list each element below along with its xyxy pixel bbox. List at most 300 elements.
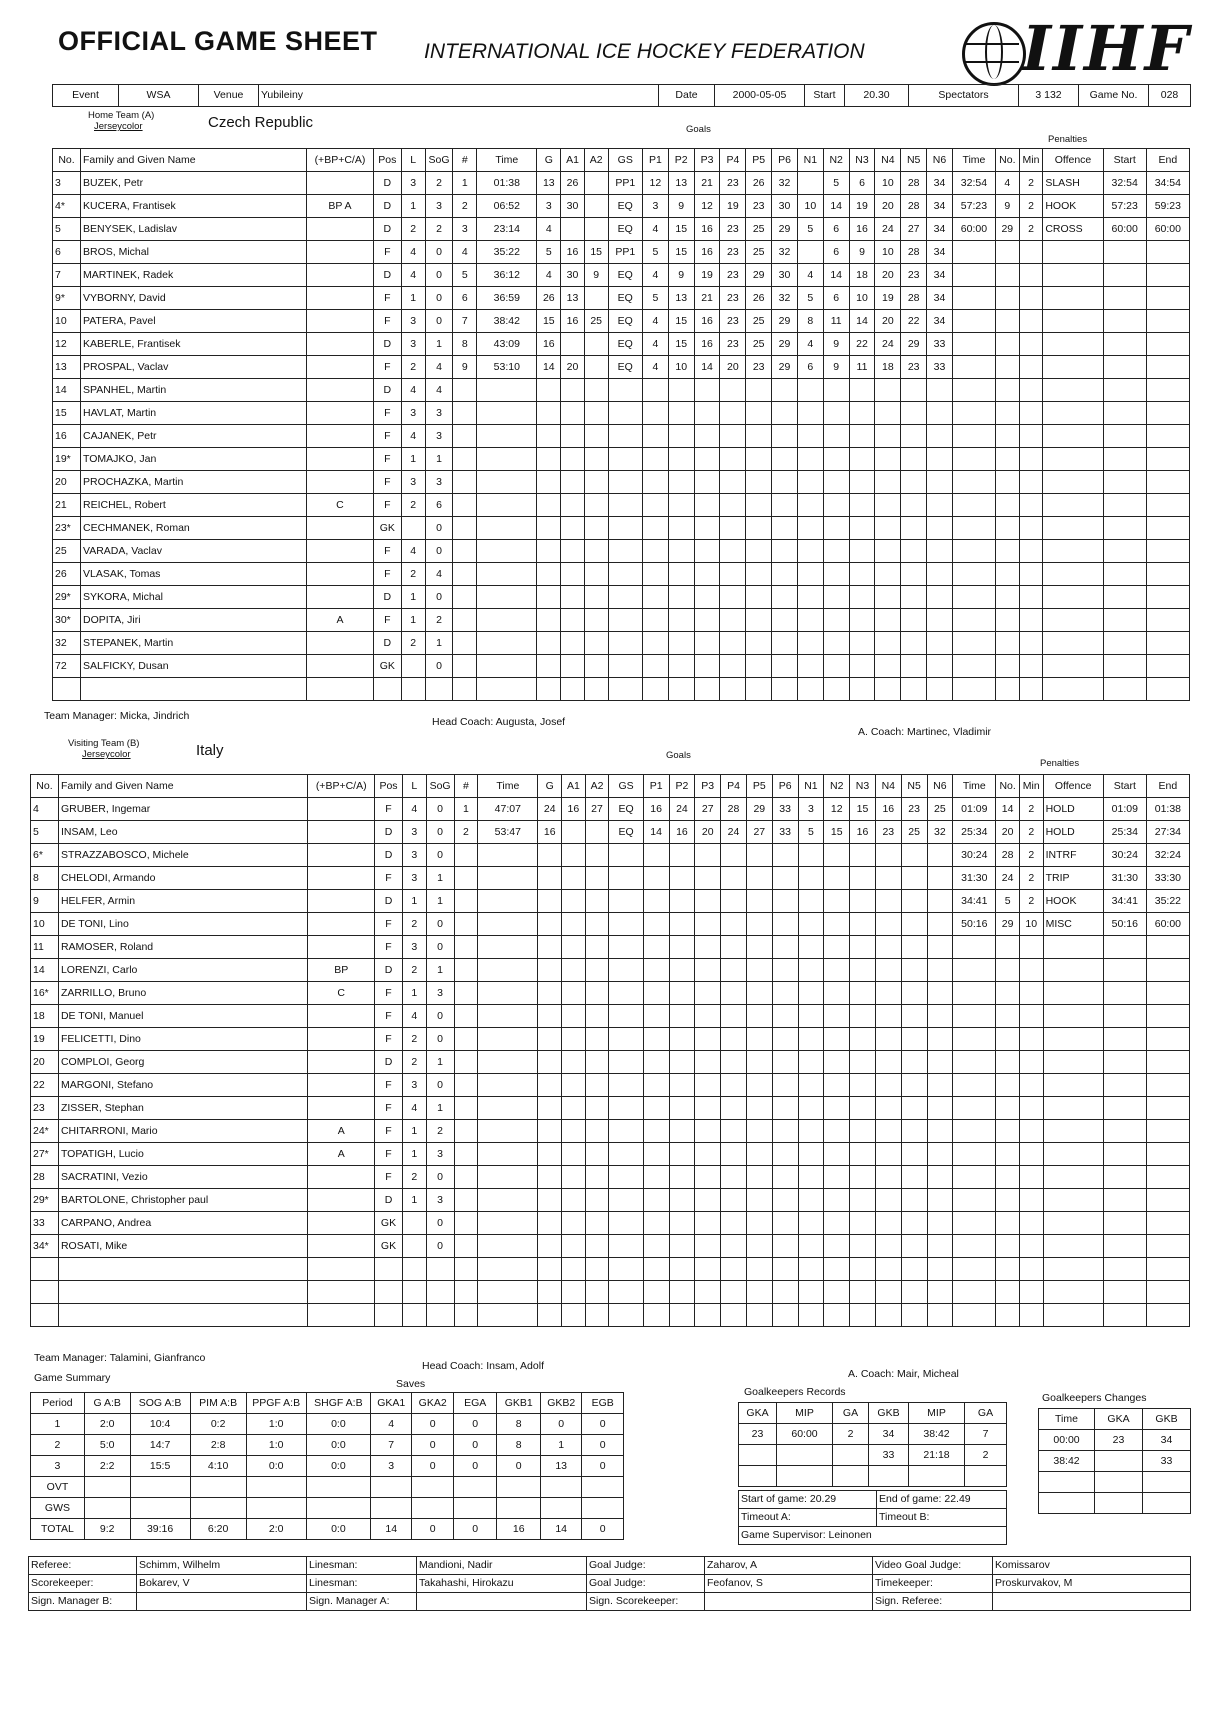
federation-name: INTERNATIONAL ICE HOCKEY FEDERATION (424, 40, 865, 63)
goal-plus-player (772, 609, 798, 632)
referee-name: Schimm, Wilhelm (137, 1557, 307, 1575)
sign-referee-field[interactable] (993, 1593, 1191, 1611)
player-line: 3 (401, 471, 425, 494)
goal-plus-player (772, 1028, 798, 1051)
goal-plus-player: 10 (668, 356, 694, 379)
goal-minus-player (927, 1074, 953, 1097)
goal-gs (609, 913, 643, 936)
penalty-end (1146, 1235, 1189, 1258)
goal-plus-player (746, 425, 772, 448)
player-line: 4 (402, 1005, 426, 1028)
goal-minus-player (927, 563, 953, 586)
goal-minus-player (927, 1189, 953, 1212)
col-pos: Pos (373, 149, 401, 172)
goal-g (538, 1281, 562, 1304)
player-position: D (375, 890, 403, 913)
summary-cell (497, 1477, 541, 1498)
penalty-start: 60:00 (1103, 218, 1146, 241)
gk-change-cell (1095, 1451, 1143, 1472)
col-sog: SoG (426, 775, 454, 798)
player-sog: 2 (425, 218, 453, 241)
goal-a2 (584, 287, 608, 310)
gk-change-cell (1039, 1493, 1095, 1514)
gk-record-header: MIP (777, 1403, 833, 1424)
penalty-end: 34:54 (1146, 172, 1189, 195)
goal-n (454, 1120, 478, 1143)
goal-g (538, 1097, 562, 1120)
goal-g (538, 982, 562, 1005)
goal-a2 (585, 867, 609, 890)
player-role (307, 379, 374, 402)
summary-cell: 9:2 (84, 1519, 130, 1540)
player-name: REICHEL, Robert (80, 494, 306, 517)
goal-a2 (585, 1120, 609, 1143)
summary-cell (190, 1477, 246, 1498)
player-line: 2 (401, 494, 425, 517)
goal-a1: 16 (561, 241, 585, 264)
goal-plus-player: 16 (694, 310, 720, 333)
goal-time: 36:59 (477, 287, 537, 310)
goal-minus-player (824, 1051, 850, 1074)
penalty-start: 50:16 (1103, 913, 1146, 936)
goal-plus-player (772, 1281, 798, 1304)
gk-change-cell (1143, 1493, 1191, 1514)
summary-cell (582, 1477, 624, 1498)
penalty-min (1019, 1074, 1043, 1097)
player-role (307, 356, 374, 379)
goal-gs (609, 867, 643, 890)
goal-minus-player (798, 936, 824, 959)
goal-g (538, 1212, 562, 1235)
summary-cell: 1 (540, 1435, 581, 1456)
penalty-no (996, 1235, 1020, 1258)
goal-n (454, 1189, 478, 1212)
goal-plus-player (695, 867, 721, 890)
player-position (373, 678, 401, 701)
goal-plus-player (746, 982, 772, 1005)
player-line: 1 (401, 586, 425, 609)
goal-time (478, 890, 538, 913)
gk-change-cell (1095, 1493, 1143, 1514)
player-name: BARTOLONE, Christopher paul (58, 1189, 307, 1212)
goal-plus-player (669, 1097, 695, 1120)
goal-plus-player (721, 890, 747, 913)
goal-minus-player: 10 (849, 287, 875, 310)
goal-plus-player: 13 (668, 172, 694, 195)
gk-change-row (1039, 1472, 1191, 1493)
goal-time: 53:47 (478, 821, 538, 844)
goal-plus-player: 29 (772, 218, 798, 241)
penalty-min (1019, 632, 1043, 655)
penalty-end (1146, 287, 1189, 310)
goal-plus-player (746, 379, 772, 402)
start-label: Start (805, 85, 845, 107)
penalty-time (952, 356, 995, 379)
goal-g (538, 1143, 562, 1166)
goal-minus-player: 20 (875, 195, 901, 218)
goal-plus-player (642, 517, 668, 540)
goal-minus-player (901, 563, 927, 586)
goal-minus-player (798, 1074, 824, 1097)
penalty-min (1019, 310, 1043, 333)
spectators-value: 3 132 (1019, 85, 1079, 107)
goal-gs: PP1 (608, 241, 642, 264)
goal-minus-player (927, 890, 953, 913)
goal-plus-player: 30 (772, 264, 798, 287)
player-name: KABERLE, Frantisek (80, 333, 306, 356)
penalty-no (995, 379, 1019, 402)
penalty-start (1103, 1258, 1146, 1281)
player-position: GK (373, 655, 401, 678)
player-line (402, 1212, 426, 1235)
player-number: 32 (53, 632, 81, 655)
goal-plus-player: 23 (720, 333, 746, 356)
col-line: L (401, 149, 425, 172)
goal-minus-player (901, 586, 927, 609)
player-line (401, 655, 425, 678)
goal-g (538, 959, 562, 982)
goal-a1 (561, 540, 585, 563)
goal-a1 (561, 655, 585, 678)
goal-a1 (562, 982, 586, 1005)
penalty-min (1019, 1166, 1043, 1189)
player-role (307, 241, 374, 264)
goal-a2 (585, 1005, 609, 1028)
goal-minus-player (927, 632, 953, 655)
penalty-no (996, 1097, 1020, 1120)
goal-minus-player: 9 (849, 241, 875, 264)
goal-plus-player (643, 1051, 669, 1074)
goal-plus-player: 16 (669, 821, 695, 844)
player-name: CARPANO, Andrea (58, 1212, 307, 1235)
summary-cell: 3 (31, 1456, 85, 1477)
goal-minus-player: 6 (849, 172, 875, 195)
player-row (53, 172, 1190, 195)
penalty-start (1103, 264, 1146, 287)
officials-table (28, 1556, 1191, 1611)
penalty-time: 30:24 (953, 844, 996, 867)
player-position: F (373, 287, 401, 310)
goal-minus-player (875, 609, 901, 632)
goal-minus-player (797, 241, 823, 264)
goal-minus-player (823, 563, 849, 586)
player-position: F (375, 798, 403, 821)
player-row (31, 798, 1190, 821)
goal-minus-player (875, 540, 901, 563)
goal-minus-player: 28 (901, 172, 927, 195)
goal-n: 3 (453, 218, 477, 241)
goal-plus-player: 20 (720, 356, 746, 379)
penalty-end (1146, 936, 1189, 959)
penalty-time (953, 959, 996, 982)
goal-plus-player (695, 1097, 721, 1120)
player-position: F (373, 494, 401, 517)
goal-plus-player (643, 1120, 669, 1143)
goal-gs: EQ (609, 821, 643, 844)
penalty-end (1146, 1097, 1189, 1120)
goal-plus-player (746, 1074, 772, 1097)
goal-plus-player (695, 1166, 721, 1189)
penalty-end (1146, 1005, 1189, 1028)
summary-cell (371, 1498, 412, 1519)
goal-judge-2: Feofanov, S (705, 1575, 873, 1593)
goal-minus-player (901, 1097, 927, 1120)
goal-minus-player (849, 379, 875, 402)
goal-a1 (562, 1120, 586, 1143)
player-role: C (307, 494, 374, 517)
player-line: 4 (401, 379, 425, 402)
penalty-start (1103, 379, 1146, 402)
player-sog: 1 (426, 959, 454, 982)
penalty-offence (1043, 448, 1103, 471)
goal-plus-player (721, 844, 747, 867)
player-role (307, 448, 374, 471)
penalty-time (953, 1051, 996, 1074)
gk-record-row (739, 1466, 1007, 1487)
col-name: Family and Given Name (80, 149, 306, 172)
goal-minus-player (850, 1097, 876, 1120)
goal-a2 (585, 1304, 609, 1327)
goal-minus-player: 10 (875, 172, 901, 195)
goal-minus-player (823, 517, 849, 540)
player-sog: 0 (425, 241, 453, 264)
col-a2: A2 (585, 775, 609, 798)
penalty-min (1019, 1212, 1043, 1235)
goal-gs (608, 471, 642, 494)
video-goal-judge: Komissarov (993, 1557, 1191, 1575)
penalty-time (952, 471, 995, 494)
penalty-start (1103, 678, 1146, 701)
game-no-label: Game No. (1079, 85, 1149, 107)
summary-cell: 0:0 (246, 1456, 306, 1477)
player-position: F (373, 563, 401, 586)
player-row (53, 264, 1190, 287)
player-sog: 3 (426, 1143, 454, 1166)
player-position: F (373, 609, 401, 632)
penalty-min (1019, 1304, 1043, 1327)
sign-manager-b-field[interactable] (137, 1593, 307, 1611)
goal-minus-player (875, 1304, 901, 1327)
penalty-min (1019, 1051, 1043, 1074)
start-value: 20.30 (845, 85, 909, 107)
penalty-end (1146, 1212, 1189, 1235)
player-number: 3 (53, 172, 81, 195)
goal-gs (608, 632, 642, 655)
goal-plus-player (669, 1235, 695, 1258)
goal-minus-player (875, 1189, 901, 1212)
goal-g (538, 1258, 562, 1281)
goal-time (478, 1051, 538, 1074)
player-sog: 0 (425, 310, 453, 333)
penalty-time (953, 1212, 996, 1235)
goal-gs (609, 1281, 643, 1304)
penalty-min (1019, 609, 1043, 632)
goal-plus-player (668, 540, 694, 563)
col-p4: P4 (721, 775, 747, 798)
col-name: Family and Given Name (58, 775, 307, 798)
player-sog: 0 (426, 1235, 454, 1258)
summary-cell: 14:7 (130, 1435, 190, 1456)
goal-minus-player: 16 (849, 218, 875, 241)
goal-minus-player (927, 425, 953, 448)
goal-plus-player: 33 (772, 821, 798, 844)
penalty-offence (1043, 517, 1103, 540)
penalty-end (1146, 241, 1189, 264)
goal-n: 6 (453, 287, 477, 310)
gk-record-cell: 23 (739, 1424, 777, 1445)
goal-minus-player (798, 959, 824, 982)
col-p6: P6 (772, 149, 798, 172)
summary-cell (84, 1498, 130, 1519)
goal-time: 38:42 (477, 310, 537, 333)
game-times-table (738, 1490, 1007, 1545)
gk-record-cell (833, 1445, 869, 1466)
goal-g (537, 540, 561, 563)
penalty-time: 32:54 (952, 172, 995, 195)
goal-minus-player (824, 1189, 850, 1212)
goal-g (537, 517, 561, 540)
sign-scorekeeper-field[interactable] (705, 1593, 873, 1611)
goal-minus-player (849, 517, 875, 540)
goal-plus-player: 33 (772, 798, 798, 821)
goal-minus-player (798, 1143, 824, 1166)
player-name: PROCHAZKA, Martin (80, 471, 306, 494)
goal-g (538, 1120, 562, 1143)
goal-n (454, 959, 478, 982)
goal-n (453, 471, 477, 494)
goal-minus-player (798, 1281, 824, 1304)
goal-minus-player (824, 867, 850, 890)
player-position: GK (375, 1235, 403, 1258)
player-number: 29* (31, 1189, 59, 1212)
goal-n: 8 (453, 333, 477, 356)
goal-minus-player (875, 982, 901, 1005)
goal-minus-player (850, 1166, 876, 1189)
player-row (53, 655, 1190, 678)
timeout-b: Timeout B: (877, 1509, 1007, 1527)
col-p6: P6 (772, 775, 798, 798)
goal-time: 47:07 (478, 798, 538, 821)
col-bp: (+BP+C/A) (307, 149, 374, 172)
player-number: 33 (31, 1212, 59, 1235)
player-row (53, 448, 1190, 471)
col-a1: A1 (562, 775, 586, 798)
penalty-no (996, 1120, 1020, 1143)
gk-change-row (1039, 1430, 1191, 1451)
goal-gs (609, 1235, 643, 1258)
goal-minus-player (823, 655, 849, 678)
gk-record-cell: 34 (869, 1424, 909, 1445)
gk-changes-table (1038, 1408, 1191, 1514)
goal-minus-player: 18 (849, 264, 875, 287)
player-position: D (373, 264, 401, 287)
goal-plus-player (721, 1051, 747, 1074)
player-role (307, 540, 374, 563)
goal-plus-player (642, 609, 668, 632)
goal-minus-player (901, 1120, 927, 1143)
goal-plus-player (669, 1074, 695, 1097)
goal-a1: 16 (561, 310, 585, 333)
goal-gs: EQ (608, 195, 642, 218)
goal-minus-player (927, 540, 953, 563)
goal-plus-player: 14 (643, 821, 669, 844)
penalty-end (1146, 1304, 1189, 1327)
goal-a2 (585, 890, 609, 913)
penalty-offence (1043, 655, 1103, 678)
player-role (308, 1258, 375, 1281)
player-role (307, 471, 374, 494)
penalty-time: 01:09 (953, 798, 996, 821)
goal-minus-player (823, 609, 849, 632)
penalty-min (1019, 1028, 1043, 1051)
player-role (307, 264, 374, 287)
goal-a2 (584, 517, 608, 540)
gk-records-table (738, 1402, 1007, 1487)
goal-time (478, 1166, 538, 1189)
goal-plus-player: 30 (772, 195, 798, 218)
goal-minus-player (850, 1212, 876, 1235)
gk-record-cell (833, 1466, 869, 1487)
player-row (31, 1097, 1190, 1120)
goal-gs (608, 517, 642, 540)
player-row (53, 632, 1190, 655)
goal-plus-player (746, 1143, 772, 1166)
goal-plus-player: 13 (668, 287, 694, 310)
goal-plus-player (721, 867, 747, 890)
goal-plus-player: 25 (746, 310, 772, 333)
col-pen-start: Start (1103, 775, 1146, 798)
summary-cell: 10:4 (130, 1414, 190, 1435)
goal-minus-player (927, 1166, 953, 1189)
goal-minus-player (850, 982, 876, 1005)
goal-minus-player: 18 (875, 356, 901, 379)
penalty-no (995, 632, 1019, 655)
penalty-end (1146, 655, 1189, 678)
penalty-no (995, 425, 1019, 448)
goal-plus-player (643, 936, 669, 959)
goal-plus-player (721, 1281, 747, 1304)
goal-minus-player: 15 (850, 798, 876, 821)
player-row (53, 609, 1190, 632)
penalty-offence (1043, 1189, 1103, 1212)
goal-minus-player (798, 1258, 824, 1281)
gk-record-row (739, 1424, 1007, 1445)
summary-cell: 0 (453, 1456, 497, 1477)
goal-minus-player (927, 844, 953, 867)
goal-g (537, 632, 561, 655)
goal-minus-player (901, 1028, 927, 1051)
goal-plus-player (772, 1074, 798, 1097)
goal-plus-player (642, 448, 668, 471)
player-number: 19 (31, 1028, 59, 1051)
penalty-min: 2 (1019, 890, 1043, 913)
goal-g (537, 402, 561, 425)
player-name (80, 678, 306, 701)
goal-gs (609, 844, 643, 867)
goal-minus-player: 15 (824, 821, 850, 844)
sign-manager-a-field[interactable] (417, 1593, 587, 1611)
goal-minus-player: 14 (823, 264, 849, 287)
player-row (53, 379, 1190, 402)
goal-g (537, 655, 561, 678)
player-row (53, 540, 1190, 563)
goal-minus-player (901, 1005, 927, 1028)
goal-minus-player: 34 (927, 241, 953, 264)
player-position: F (375, 1005, 403, 1028)
visiting-head-coach: Head Coach: Insam, Adolf (422, 1360, 544, 1372)
player-position: D (375, 959, 403, 982)
goal-plus-player (721, 982, 747, 1005)
